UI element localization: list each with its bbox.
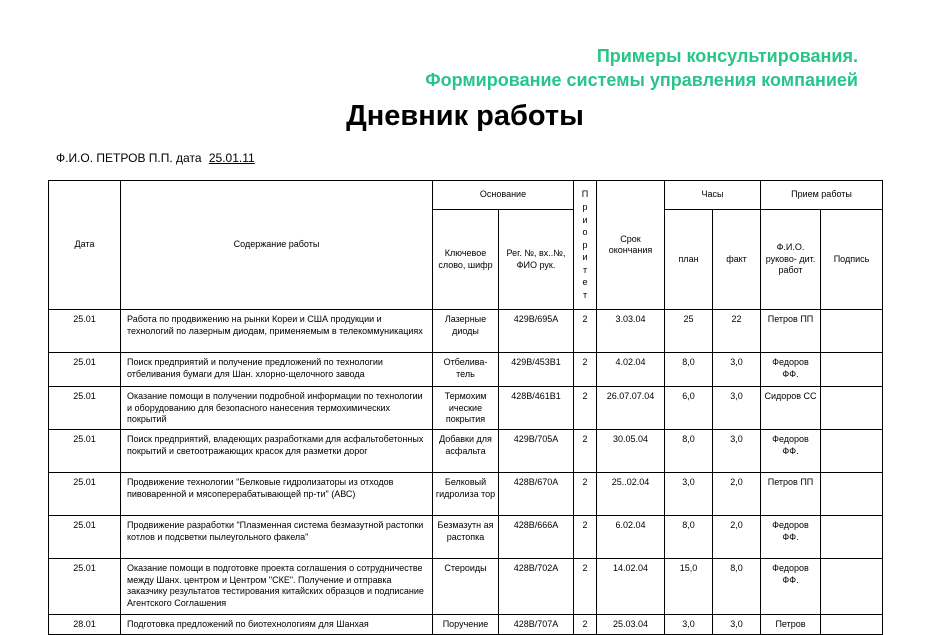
cell-content: Поиск предприятий и получение предложений по технологии отбеливания бумаги для Шан. хлорно-щелочного завода <box>121 353 433 387</box>
cell-date: 25.01 <box>49 473 121 516</box>
cell-fact: 3,0 <box>713 353 761 387</box>
table-row <box>49 310 883 353</box>
cell-keyword: Поручение <box>433 615 499 635</box>
cell-fact: 2,0 <box>713 473 761 516</box>
cell-reg: 428В/461В1 <box>499 387 574 430</box>
work-diary-table <box>48 180 883 635</box>
cell-manager: Петров <box>761 615 821 635</box>
cell-signature <box>821 430 883 473</box>
cell-deadline: 25..02.04 <box>597 473 665 516</box>
cell-plan: 25 <box>665 310 713 353</box>
cell-deadline: 14.02.04 <box>597 559 665 615</box>
cell-signature <box>821 387 883 430</box>
table-row <box>49 387 883 430</box>
cell-keyword: Белковый гидролиза тор <box>433 473 499 516</box>
cell-signature <box>821 559 883 615</box>
col-fact: факт <box>713 210 761 310</box>
cell-content: Поиск предприятий, владеющих разработками для асфальтобетонных покрытий и светоотражающих красок для разметки дорог <box>121 430 433 473</box>
col-plan: план <box>665 210 713 310</box>
header-line-2: Формирование системы управления компанией <box>425 70 858 90</box>
cell-priority: 2 <box>574 353 597 387</box>
cell-manager: Федоров ФФ. <box>761 559 821 615</box>
cell-keyword: Термохим ические покрытия <box>433 387 499 430</box>
cell-date: 28.01 <box>49 615 121 635</box>
cell-keyword: Стероиды <box>433 559 499 615</box>
cell-keyword: Безмазутн ая растопка <box>433 516 499 559</box>
cell-date: 25.01 <box>49 516 121 559</box>
cell-reg: 428В/707А <box>499 615 574 635</box>
cell-keyword: Отбелива- тель <box>433 353 499 387</box>
cell-signature <box>821 615 883 635</box>
cell-deadline: 30.05.04 <box>597 430 665 473</box>
cell-plan: 8,0 <box>665 353 713 387</box>
cell-manager: Сидоров СС <box>761 387 821 430</box>
cell-reg: 429В/453В1 <box>499 353 574 387</box>
cell-date: 25.01 <box>49 387 121 430</box>
cell-signature <box>821 353 883 387</box>
cell-signature <box>821 473 883 516</box>
cell-deadline: 26.07.07.04 <box>597 387 665 430</box>
cell-plan: 3,0 <box>665 473 713 516</box>
table-row <box>49 430 883 473</box>
cell-reg: 428В/666А <box>499 516 574 559</box>
cell-priority: 2 <box>574 559 597 615</box>
table-row <box>49 615 883 635</box>
cell-plan: 3,0 <box>665 615 713 635</box>
table-row <box>49 559 883 615</box>
col-content: Содержание работы <box>121 181 433 310</box>
cell-plan: 8,0 <box>665 516 713 559</box>
cell-manager: Петров ПП <box>761 473 821 516</box>
col-acceptance: Прием работы <box>761 181 883 210</box>
cell-fact: 8,0 <box>713 559 761 615</box>
fio-date: 25.01.11 <box>208 151 255 165</box>
cell-fact: 2,0 <box>713 516 761 559</box>
cell-priority: 2 <box>574 387 597 430</box>
col-date: Дата <box>49 181 121 310</box>
cell-plan: 15,0 <box>665 559 713 615</box>
cell-priority: 2 <box>574 473 597 516</box>
cell-reg: 429В/705А <box>499 430 574 473</box>
col-priority <box>574 181 597 310</box>
cell-priority: 2 <box>574 430 597 473</box>
fio-label: Ф.И.О. ПЕТРОВ П.П. дата <box>56 151 202 165</box>
col-signature: Подпись <box>821 210 883 310</box>
cell-manager: Федоров ФФ. <box>761 516 821 559</box>
cell-priority: 2 <box>574 615 597 635</box>
cell-keyword: Добавки для асфальта <box>433 430 499 473</box>
header-block <box>425 44 858 92</box>
cell-deadline: 3.03.04 <box>597 310 665 353</box>
cell-fact: 3,0 <box>713 430 761 473</box>
cell-keyword: Лазерные диоды <box>433 310 499 353</box>
table-row <box>49 353 883 387</box>
table-row <box>49 516 883 559</box>
fio-line <box>56 151 255 165</box>
cell-plan: 6,0 <box>665 387 713 430</box>
cell-fact: 22 <box>713 310 761 353</box>
cell-date: 25.01 <box>49 430 121 473</box>
cell-manager: Петров ПП <box>761 310 821 353</box>
cell-signature <box>821 516 883 559</box>
cell-deadline: 4.02.04 <box>597 353 665 387</box>
cell-priority: 2 <box>574 516 597 559</box>
col-reg: Рег. №, вх..№, ФИО рук. <box>499 210 574 310</box>
page-title: Дневник работы <box>346 100 584 132</box>
cell-date: 25.01 <box>49 353 121 387</box>
cell-manager: Федоров ФФ. <box>761 430 821 473</box>
cell-date: 25.01 <box>49 310 121 353</box>
col-hours: Часы <box>665 181 761 210</box>
cell-deadline: 6.02.04 <box>597 516 665 559</box>
cell-content: Продвижение разработки "Плазменная система безмазутной растопки котлов и подсветки пылеугольного факела" <box>121 516 433 559</box>
cell-fact: 3,0 <box>713 387 761 430</box>
cell-content: Оказание помощи в получении подробной информации по технологии и оборудованию для безопасного нанесения термохимических покрытий <box>121 387 433 430</box>
table-row <box>49 473 883 516</box>
cell-date: 25.01 <box>49 559 121 615</box>
cell-content: Оказание помощи в подготовке проекта соглашения о сотрудничестве между Шанх. центром и Центром "СКЕ". Получение и отправка заказчику результатов тестирования китайских образцов и подписание Агентского Соглашения <box>121 559 433 615</box>
cell-content: Работа по продвижению на рынки Кореи и США продукции и технологий по лазерным диодам, применяемым в телекоммуникациях <box>121 310 433 353</box>
col-keyword: Ключевое слово, шифр <box>433 210 499 310</box>
cell-priority: 2 <box>574 310 597 353</box>
col-deadline: Срок окончания <box>597 181 665 310</box>
cell-manager: Федоров ФФ. <box>761 353 821 387</box>
cell-reg: 429В/695А <box>499 310 574 353</box>
header-line-1: Примеры консультирования. <box>596 46 858 66</box>
cell-signature <box>821 310 883 353</box>
cell-fact: 3,0 <box>713 615 761 635</box>
cell-content: Продвижение технологии "Белковые гидролизаторы из отходов пивоваренной и мясоперерабатывающей пр-ти" (АВС) <box>121 473 433 516</box>
cell-plan: 8,0 <box>665 430 713 473</box>
col-basis: Основание <box>433 181 574 210</box>
cell-reg: 428В/670А <box>499 473 574 516</box>
cell-deadline: 25.03.04 <box>597 615 665 635</box>
col-manager: Ф.И.О. руково- дит. работ <box>761 210 821 310</box>
cell-content: Подготовка предложений по биотехнологиям для Шанхая <box>121 615 433 635</box>
col-priority-label: П р и о р и т е т <box>581 189 589 301</box>
cell-reg: 428В/702А <box>499 559 574 615</box>
